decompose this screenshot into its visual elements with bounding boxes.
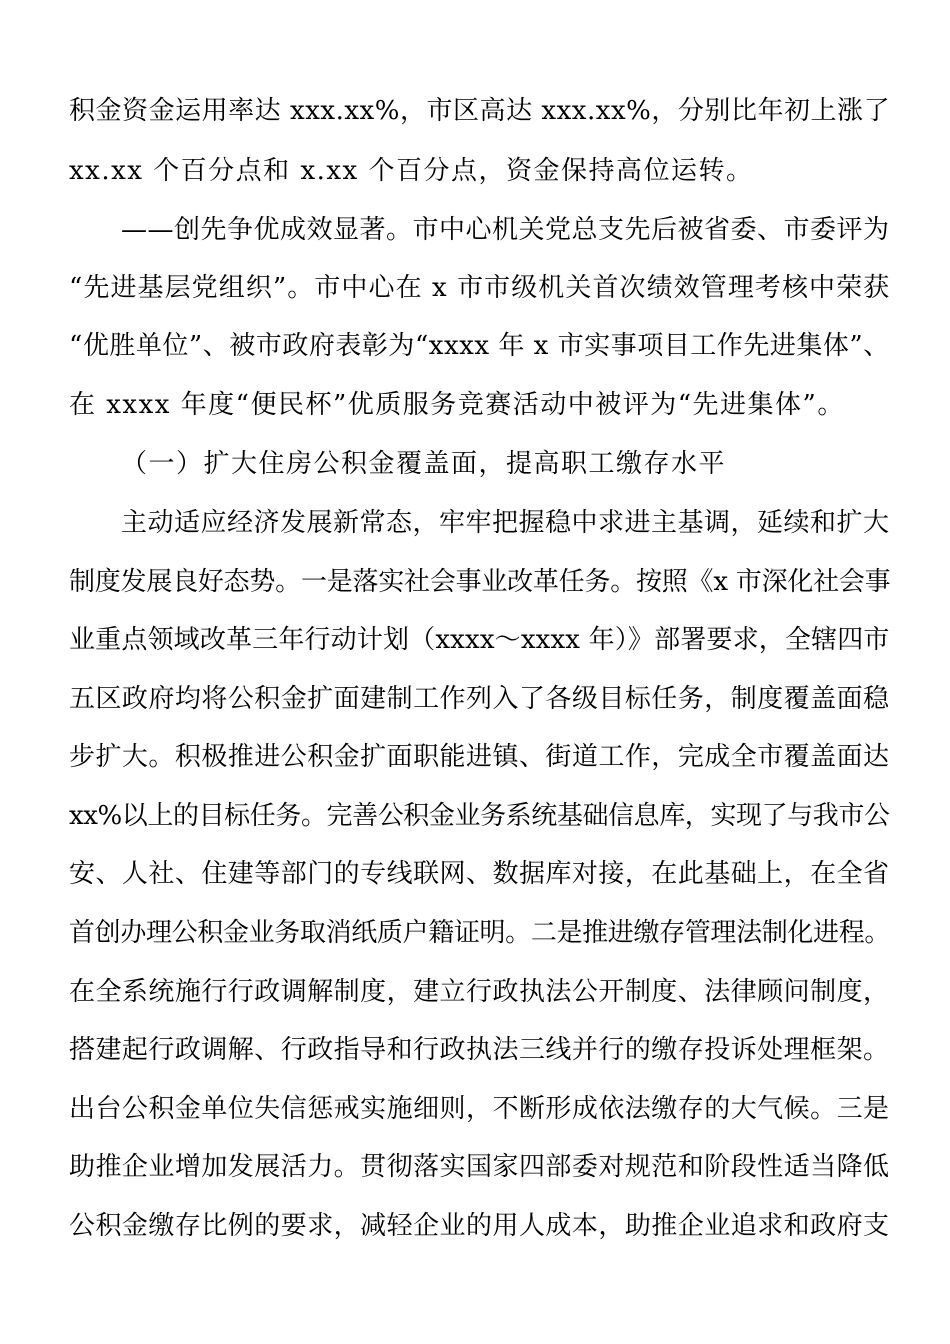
text-line-2: xx.xx 个百分点和 x.xx 个百分点，资金保持高位运转。 (69, 156, 754, 186)
text-line-17: 搭建起行政调解、行政指导和行政执法三线并行的缴存投诉处理框架。 (69, 1035, 890, 1065)
text-line-18: 出台公积金单位失信惩戒实施细则，不断形成依法缴存的大气候。三是 (69, 1094, 890, 1124)
text-line-13: xx%以上的目标任务。完善公积金业务系统基础信息库，实现了与我市公 (69, 801, 890, 831)
text-line-6: 在 xxxx 年度“便民杯”优质服务竞赛活动中被评为“先进集体”。 (69, 390, 845, 420)
section-heading: （一）扩大住房公积金覆盖面，提高职工缴存水平 (121, 449, 727, 479)
text-line-3: ——创先争优成效显著。市中心机关党总支先后被省委、市委评为 (121, 215, 890, 245)
text-line-1: 积金资金运用率达 xxx.xx%，市区高达 xxx.xx%，分别比年初上涨了 (69, 96, 891, 126)
text-line-16: 在全系统施行行政调解制度，建立行政执法公开制度、法律顾问制度， (69, 977, 890, 1007)
text-line-8: 主动适应经济发展新常态，牢牢把握稳中求进主基调，延续和扩大 (121, 508, 890, 538)
text-line-10: 业重点领域改革三年行动计划（xxxx～xxxx 年）》部署要求，全辖四市 (69, 625, 890, 655)
text-line-9: 制度发展良好态势。一是落实社会事业改革任务。按照《x 市深化社会事 (69, 567, 891, 597)
text-line-19: 助推企业增加发展活力。贯彻落实国家四部委对规范和阶段性适当降低 (69, 1152, 890, 1182)
text-line-20: 公积金缴存比例的要求，减轻企业的用人成本，助推企业追求和政府支 (69, 1211, 890, 1241)
text-line-4: “先进基层党组织”。市中心在 x 市市级机关首次绩效管理考核中荣获 (69, 273, 891, 303)
text-line-11: 五区政府均将公积金扩面建制工作列入了各级目标任务，制度覆盖面稳 (69, 684, 890, 714)
text-line-15: 首创办理公积金业务取消纸质户籍证明。二是推进缴存管理法制化进程。 (69, 918, 891, 948)
text-line-14: 安、人社、住建等部门的专线联网、数据库对接，在此基础上，在全省 (69, 859, 890, 889)
text-line-5: “优胜单位”、被市政府表彰为“xxxx 年 x 市实事项目工作先进集体”、 (69, 331, 890, 361)
text-line-12: 步扩大。积极推进公积金扩面职能进镇、街道工作，完成全市覆盖面达 (69, 742, 890, 772)
